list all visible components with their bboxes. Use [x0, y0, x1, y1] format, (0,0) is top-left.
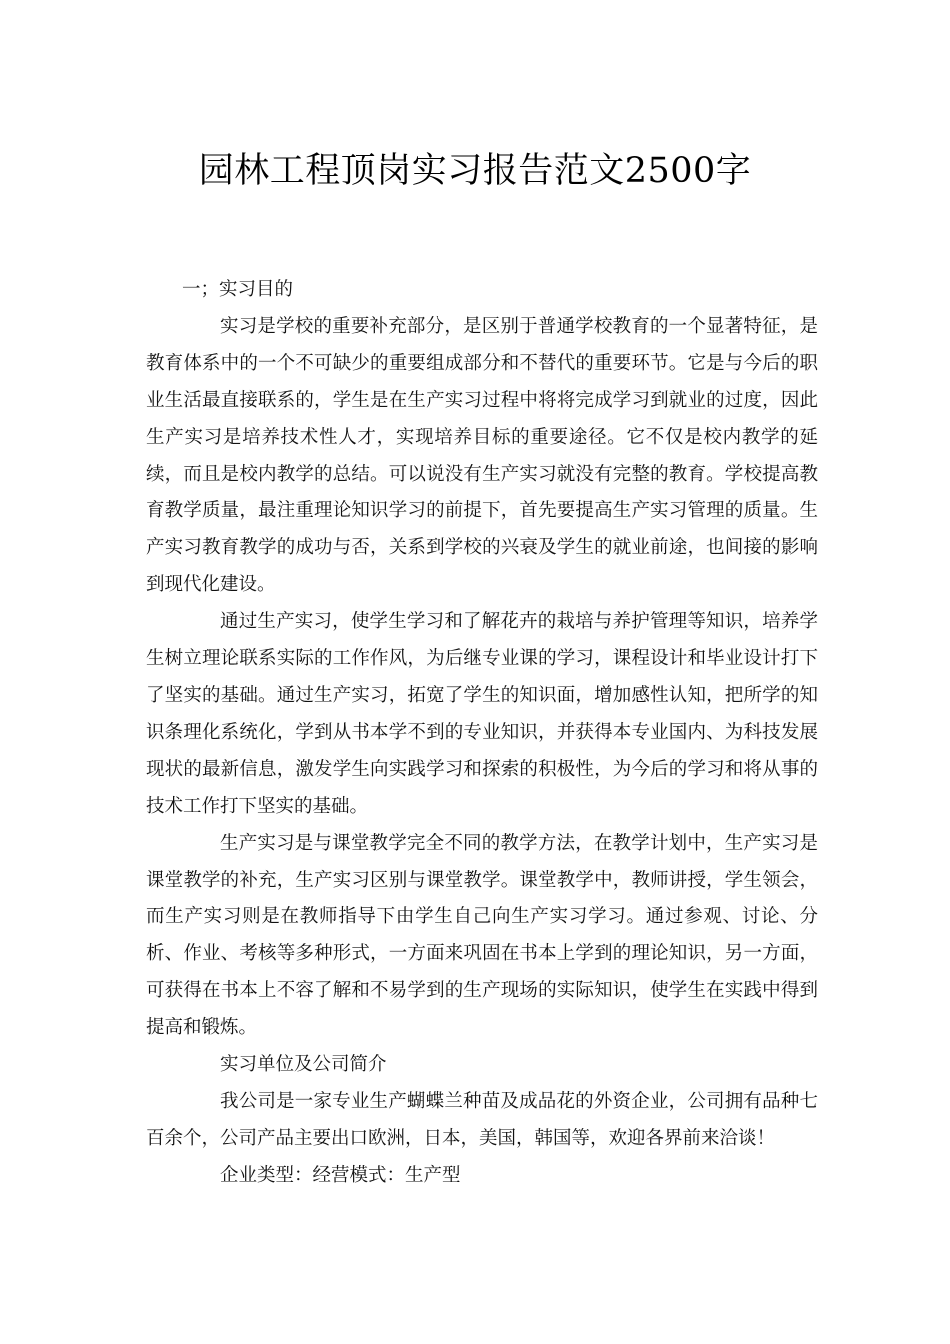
paragraph-company-intro: 我公司是一家专业生产蝴蝶兰种苗及成品花的外资企业，公司拥有品种七百余个，公司产品主要出口欧洲，日本，美国，韩国等，欢迎各界前来洽谈！: [146, 1090, 818, 1149]
paragraph-internship-importance: 实习是学校的重要补充部分，是区别于普通学校教育的一个显著特征，是教育体系中的一个不可缺少的重要组成部分和不替代的重要环节。它是与今后的职业生活最直接联系的，学生是在生产实习过程中将将完成学习到就业的过度，因此生产实习是培养技术性人才，实现培养目标的重要途径。它不仅是校内教学的延续，而且是校内教学的总结。可以说没有生产实习就没有完整的教育。学校提高教育教学质量，最注重理论知识学习的前提下，首先要提高生产实习管理的质量。生产实习教育教学的成功与否，关系到学校的兴衰及学生的就业前途，也间接的影响到现代化建设。: [146, 315, 818, 596]
paragraph-internship-method: 生产实习是与课堂教学完全不同的教学方法，在教学计划中，生产实习是课堂教学的补充，生产实习区别与课堂教学。课堂教学中，教师讲授，学生领会，而生产实习则是在教师指导下由学生自己向生产实习学习。通过参观、讨论、分析、作业、考核等多种形式，一方面来巩固在书本上学到的理论知识，另一方面，可获得在书本上不容了解和不易学到的生产现场的实际知识，使学生在实践中得到提高和锻炼。: [146, 832, 818, 1039]
section-heading-purpose: 一；实习目的: [182, 279, 294, 300]
company-type-line: 企业类型：经营模式：生产型: [220, 1164, 461, 1186]
document-title: 园林工程顶岗实习报告范文2500字: [198, 151, 752, 191]
subheading-company-intro: 实习单位及公司简介: [220, 1054, 387, 1076]
document-body: [146, 272, 818, 1195]
paragraph-internship-goals: 通过生产实习，使学生学习和了解花卉的栽培与养护管理等知识，培养学生树立理论联系实际的工作作风，为后继专业课的学习，课程设计和毕业设计打下了坚实的基础。通过生产实习，拓宽了学生的知识面，增加感性认知，把所学的知识条理化系统化，学到从书本学不到的专业知识，并获得本专业国内、为科技发展现状的最新信息，激发学生向实践学习和探索的积极性，为今后的学习和将从事的技术工作打下坚实的基础。: [146, 611, 818, 817]
